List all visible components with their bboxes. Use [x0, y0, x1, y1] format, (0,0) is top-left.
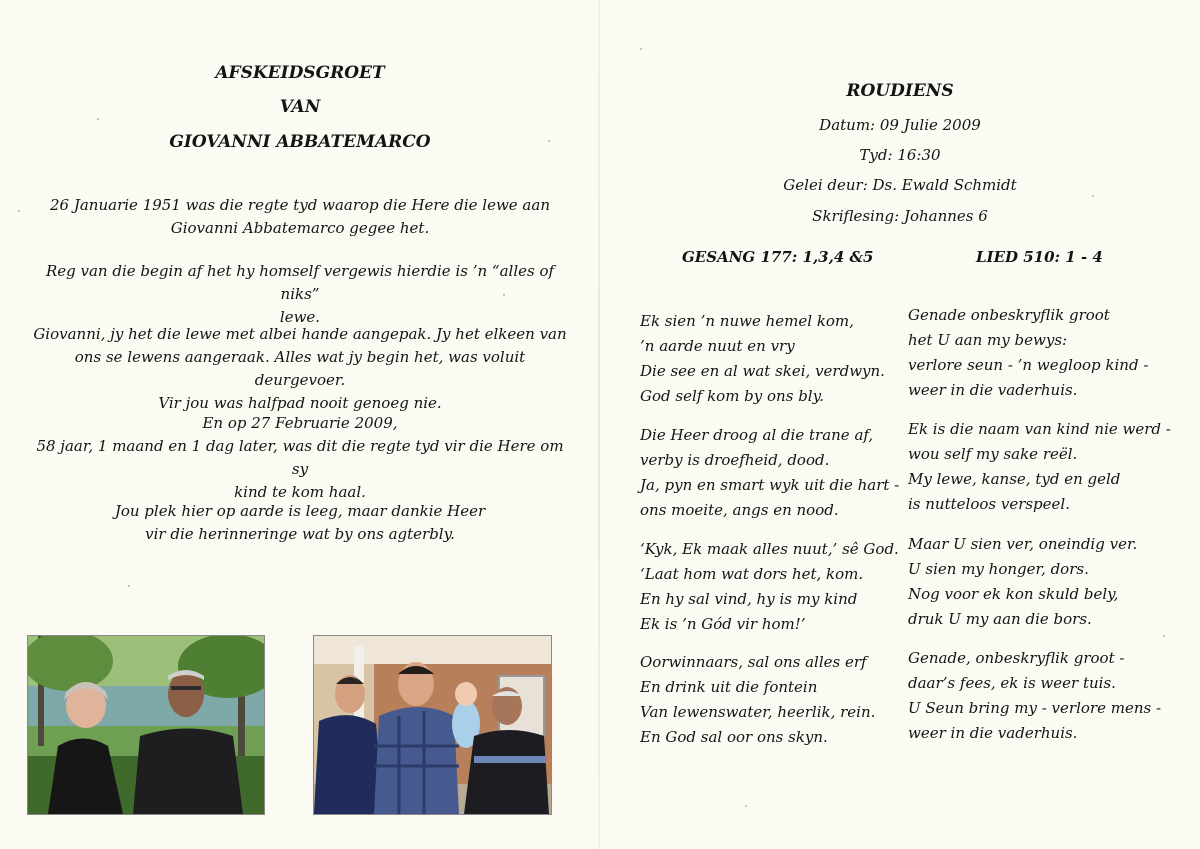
verse-line: wou self my sake reël. [908, 445, 1078, 463]
verse-line: verlore seun - ’n wegloop kind - [908, 356, 1149, 374]
service-leader: Gelei deur: Ds. Ewald Schmidt [783, 176, 1017, 194]
verse-line: Ek is die naam van kind nie werd - [908, 420, 1171, 438]
paper-speck [97, 118, 99, 120]
lied-stanza [908, 417, 1171, 517]
gesang-heading: GESANG 177: 1,3,4 &5 [682, 248, 874, 266]
lied-stanza [908, 532, 1137, 632]
text-line: Giovanni Abbatemarco gegee het. [170, 219, 430, 237]
verse-line: is nutteloos verspeel. [908, 495, 1070, 513]
service-title: ROUDIENS [846, 81, 954, 101]
service-time: Tyd: 16:30 [859, 146, 941, 164]
verse-line: weer in die vaderhuis. [908, 724, 1078, 742]
tribute-paragraph [30, 260, 570, 329]
verse-line: Nog voor ek kon skuld bely, [908, 585, 1119, 603]
lied-heading: LIED 510: 1 - 4 [976, 248, 1103, 266]
verse-line: het U aan my bewys: [908, 331, 1068, 349]
gesang-stanza [640, 650, 875, 750]
verse-line: Ek is ’n Gód vir hom!’ [640, 615, 806, 633]
photo-family-group [313, 635, 552, 815]
text-line: Giovanni, jy het die lewe met albei hande aangepak. Jy het elkeen van [33, 325, 567, 343]
paper-speck [128, 585, 130, 587]
gesang-stanza [640, 309, 885, 409]
paper-speck [640, 48, 642, 50]
title-line-1: AFSKEIDSGROET [215, 63, 385, 83]
verse-line: En hy sal vind, hy is my kind [640, 590, 858, 608]
verse-line: ‘Laat hom wat dors het, kom. [640, 565, 864, 583]
tribute-paragraph [30, 323, 570, 415]
verse-line: weer in die vaderhuis. [908, 381, 1078, 399]
paper-speck [745, 805, 747, 807]
text-line: Reg van die begin af het hy homself vergewis hierdie is ’n “alles of niks” [45, 262, 555, 303]
gesang-stanza [640, 423, 899, 523]
verse-line: ‘Kyk, Ek maak alles nuut,’ sê God. [640, 540, 899, 558]
verse-line: Maar U sien ver, oneindig ver. [908, 535, 1138, 553]
paper-speck [1092, 195, 1094, 197]
paper-speck [1163, 635, 1165, 637]
verse-line: Oorwinnaars, sal ons alles erf [640, 653, 867, 671]
scripture-reading: Skriflesing: Johannes 6 [812, 207, 988, 225]
verse-line: U Seun bring my - verlore mens - [908, 699, 1162, 717]
tribute-paragraph [30, 412, 570, 504]
verse-line: druk U my aan die bors. [908, 610, 1092, 628]
verse-line: daar’s fees, ek is weer tuis. [908, 674, 1116, 692]
verse-line: ons moeite, angs en nood. [640, 501, 839, 519]
verse-line: Ja, pyn en smart wyk uit die hart - [640, 476, 900, 494]
tribute-paragraph [30, 194, 570, 240]
title-line-3: GIOVANNI ABBATEMARCO [169, 132, 431, 152]
text-line: vir die herinneringe wat by ons agterbly. [145, 525, 455, 543]
gesang-stanza [640, 537, 899, 637]
verse-line: En drink uit die fontein [640, 678, 818, 696]
verse-line: En God sal oor ons skyn. [640, 728, 828, 746]
text-line: ons se lewens aangeraak. Alles wat jy begin het, was voluit deurgevoer. [74, 348, 526, 389]
verse-line: ’n aarde nuut en vry [640, 337, 795, 355]
text-line: Jou plek hier op aarde is leeg, maar dankie Heer [114, 502, 486, 520]
verse-line: Die see en al wat skei, verdwyn. [640, 362, 885, 380]
text-line: 26 Januarie 1951 was die regte tyd waarop die Here die lewe aan [50, 196, 550, 214]
text-line: Vir jou was halfpad nooit genoeg nie. [158, 394, 442, 412]
tribute-paragraph [30, 500, 570, 546]
text-line: 58 jaar, 1 maand en 1 dag later, was dit die regte tyd vir die Here om sy [36, 437, 564, 478]
paper-speck [18, 210, 20, 212]
verse-line: My lewe, kanse, tyd en geld [908, 470, 1121, 488]
lied-stanza [908, 646, 1161, 746]
text-line: kind te kom haal. [234, 483, 366, 501]
service-date: Datum: 09 Julie 2009 [819, 116, 981, 134]
verse-line: Genade, onbeskryflik groot - [908, 649, 1125, 667]
title-line-2: VAN [279, 97, 321, 117]
verse-line: Die Heer droog al die trane af, [640, 426, 874, 444]
verse-line: U sien my honger, dors. [908, 560, 1089, 578]
verse-line: Genade onbeskryflik groot [908, 306, 1110, 324]
photo-couple-outdoors [27, 635, 265, 815]
verse-line: verby is droefheid, dood. [640, 451, 830, 469]
verse-line: God self kom by ons bly. [640, 387, 824, 405]
text-line: En op 27 Februarie 2009, [202, 414, 398, 432]
lied-stanza [908, 303, 1148, 403]
verse-line: Ek sien ’n nuwe hemel kom, [640, 312, 854, 330]
verse-line: Van lewenswater, heerlik, rein. [640, 703, 876, 721]
text-line: lewe. [279, 308, 321, 326]
